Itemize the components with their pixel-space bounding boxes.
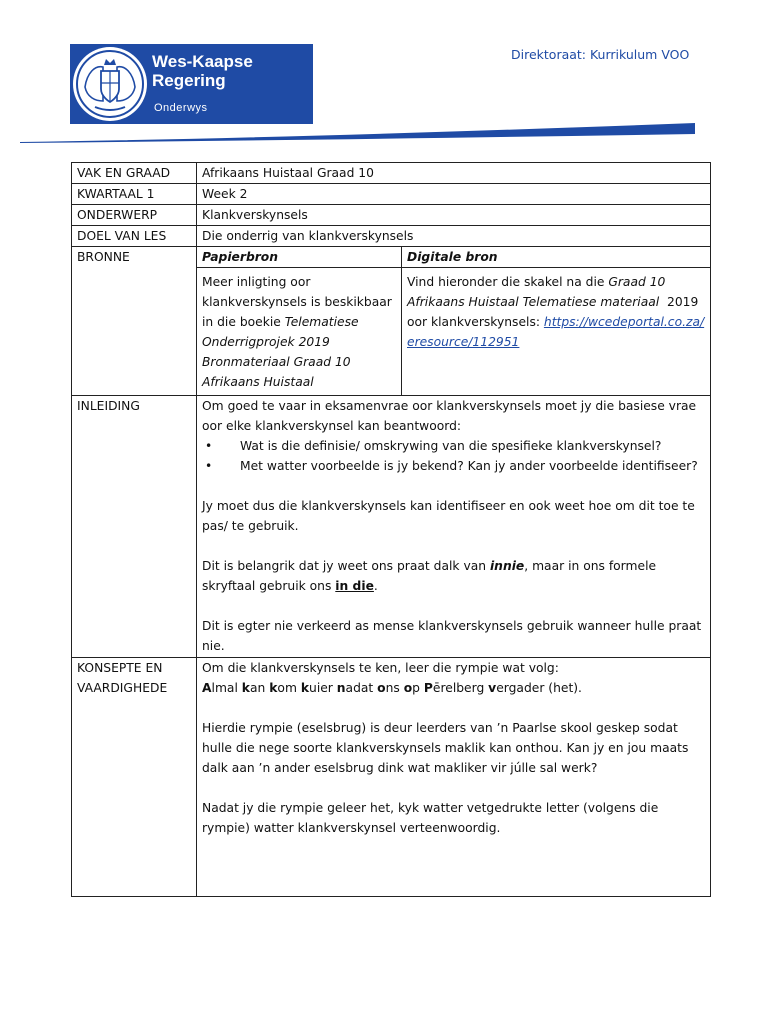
row-vak (72, 163, 711, 184)
list-item (202, 456, 705, 476)
rhyme-word-rest: p (412, 681, 424, 695)
brand-name: Wes-Kaapse Regering (152, 52, 253, 90)
emphasis-innie: innie (489, 559, 525, 573)
row-konsepte (72, 658, 711, 897)
row-bronne (72, 247, 711, 268)
bullet-icon: • (205, 459, 213, 473)
label-cell: KWARTAAL 1 (72, 184, 197, 205)
paper-source-title: Telematiese Onderrigprojek 2019 Bronmateriaal Graad 10 Afrikaans Huistaal (202, 315, 359, 389)
intro-paragraph: Dit is egter nie verkeerd as mense klankverskynsels gebruik wanneer hulle praat nie. (202, 619, 702, 653)
rhyme-bold-letter: o (377, 681, 386, 695)
row-onderwerp (72, 205, 711, 226)
emphasis-in-die: in die (335, 579, 374, 593)
directorate-label: Direktoraat: Kurrikulum VOO (511, 47, 690, 62)
concepts-paragraph: Nadat jy die rympie geleer het, kyk watter vetgedrukte letter (volgens die rympie) watter klankverskynsel verteenwoordig. (202, 801, 659, 835)
rhyme-bold-letter: k (300, 681, 310, 695)
value-cell: Die onderrig van klankverskynsels (197, 226, 711, 247)
lesson-table (71, 162, 711, 897)
rhyme-bold-letter: n (336, 681, 346, 695)
digital-source-heading: Digitale bron (402, 247, 711, 268)
label-cell: VAK EN GRAAD (72, 163, 197, 184)
list-item (202, 436, 705, 456)
concepts-paragraph: Hierdie rympie (eselsbrug) is deur leerders van ’n Paarlse skool geskep sodat hulle die nege soorte klankverskynsels maklik kan onthou. Kan jy en jou maats dalk aan ’n ander eselsbrug dink wat makliker vir júlle sal werk? (202, 721, 689, 775)
rhyme-word-rest: ērelberg (432, 681, 489, 695)
rhyme-word-rest: ergader (het). (496, 681, 582, 695)
value-cell: Week 2 (197, 184, 711, 205)
rhyme-word-rest: ns (385, 681, 404, 695)
label-cell: BRONNE (72, 247, 197, 396)
text-run: Dit is belangrik dat jy weet ons praat dalk van (202, 559, 490, 573)
intro-bullet-list (202, 436, 705, 476)
row-kwartaal (72, 184, 711, 205)
rhyme-bold-letter: k (241, 681, 250, 695)
paper-source-cell (197, 268, 402, 396)
row-doel (72, 226, 711, 247)
concepts-paragraph: Om die klankverskynsels te ken, leer die rympie wat volg: (202, 661, 559, 675)
header-swoosh (0, 118, 768, 144)
crest-badge (73, 47, 147, 121)
digital-source-text-2: 2019 oor klankverskynsels: (407, 295, 703, 329)
bullet-text: Wat is die definisie/ omskrywing van die spesifieke klankverskynsel? (240, 439, 662, 453)
label-cell: DOEL VAN LES (72, 226, 197, 247)
label-cell: INLEIDING (72, 396, 197, 658)
value-cell: Afrikaans Huistaal Graad 10 (197, 163, 711, 184)
intro-paragraph: Om goed te vaar in eksamenvrae oor klankverskynsels moet jy die basiese vrae oor elke klankverskynsel kan beantwoord: (202, 399, 697, 433)
label-cell: ONDERWERP (72, 205, 197, 226)
rhyme-word-rest: om (277, 681, 301, 695)
rhyme-bold-letter: o (403, 681, 413, 695)
text-run: . (373, 579, 378, 593)
bullet-text: Met watter voorbeelde is jy bekend? Kan jy ander voorbeelde identifiseer? (240, 459, 698, 473)
rhyme-bold-letter: k (269, 681, 278, 695)
paper-source-text: Meer inligting oor klankverskynsels is beskikbaar in die boekie (202, 275, 392, 329)
brand-banner (70, 44, 313, 124)
rhyme-word-rest: uier (309, 681, 337, 695)
rhyme-bold-letter: P (423, 681, 433, 695)
digital-source-title: Graad 10 Afrikaans Huistaal Telematiese materiaal (407, 275, 666, 309)
intro-paragraph (202, 556, 705, 596)
brand-subtitle: Onderwys (154, 102, 208, 114)
concepts-cell (197, 658, 711, 897)
bullet-icon: • (205, 439, 213, 453)
digital-source-text: Vind hieronder die skakel na die (407, 275, 609, 289)
label-cell: KONSEPTE EN VAARDIGHEDE (72, 658, 197, 897)
rhyme-word-rest: an (249, 681, 270, 695)
row-inleiding (72, 396, 711, 658)
mnemonic-rhyme (202, 678, 705, 698)
rhyme-word-rest: lmal (211, 681, 242, 695)
rhyme-bold-letter: v (488, 681, 497, 695)
coat-of-arms-icon (73, 47, 147, 121)
eresource-link[interactable]: https://wcedeportal.co.za/eresource/112951 (407, 315, 705, 349)
intro-cell (197, 396, 711, 658)
rhyme-bold-letter: A (202, 681, 212, 695)
value-cell: Klankverskynsels (197, 205, 711, 226)
intro-paragraph: Jy moet dus die klankverskynsels kan identifiseer en ook weet hoe om dit toe te pas/ te gebruik. (202, 499, 695, 533)
text-run: , maar in ons formele skryftaal gebruik ons (202, 559, 657, 593)
rhyme-word-rest: adat (345, 681, 378, 695)
paper-source-heading: Papierbron (197, 247, 402, 268)
digital-source-cell (402, 268, 711, 396)
